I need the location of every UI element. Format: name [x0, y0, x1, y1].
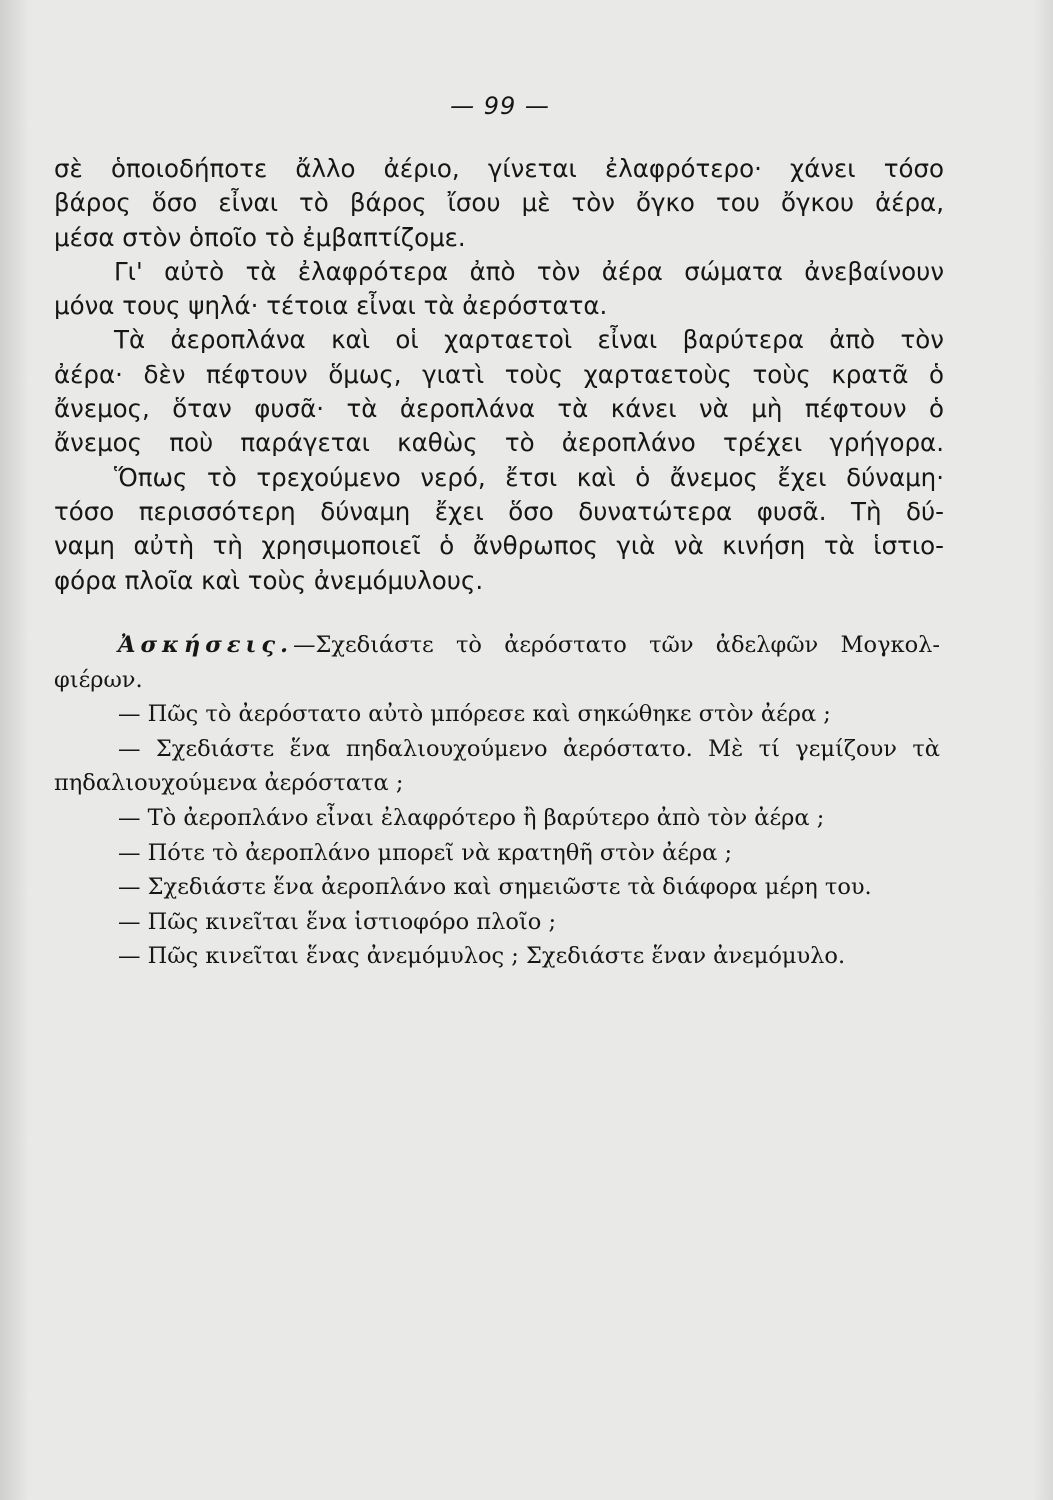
- body-line: ἄνεμος ποὺ παράγεται καθὼς τὸ ἀεροπλάνο τρέχει γρήγορα.: [54, 428, 944, 458]
- body-line: ἄνεμος, ὅταν φυσᾶ· τὰ ἀεροπλάνα τὰ κάνει νὰ μὴ πέφτουν ὁ: [54, 394, 944, 424]
- exercise-item: — Πῶς κινεῖται ἕνας ἀνεμόμυλος ; Σχεδιάστε ἕναν ἀνεμόμυλο.: [118, 943, 846, 970]
- body-line: Γι' αὐτὸ τὰ ἐλαφρότερα ἀπὸ τὸν ἀέρα σώματα ἀνεβαίνουν: [114, 256, 944, 286]
- body-line: σὲ ὁποιοδήποτε ἄλλο ἀέριο, γίνεται ἐλαφρότερο· χάνει τόσο: [54, 154, 944, 183]
- body-line: φόρα πλοῖα καὶ τοὺς ἀνεμόμυλους.: [54, 565, 484, 595]
- body-line: βάρος ὅσο εἶναι τὸ βάρος ἴσου μὲ τὸν ὄγκο του ὄγκου ἀέρα,: [54, 188, 944, 218]
- exercise-item: — Σχεδιάστε ἕνα ἀεροπλάνο καὶ σημειῶστε τὰ διάφορα μέρη του.: [118, 874, 872, 901]
- exercises-section: [54, 628, 940, 974]
- exercise-item: — Πότε τὸ ἀεροπλάνο μπορεῖ νὰ κρατηθῆ στὸν ἀέρα ;: [118, 839, 733, 866]
- exercise-item: — Τὸ ἀεροπλάνο εἶναι ἐλαφρότερο ἢ βαρύτερο ἀπὸ τὸν ἀέρα ;: [118, 804, 825, 831]
- page-right-edge-shadow: [1033, 0, 1053, 1500]
- exercise-item-continuation: πηδαλιουχούμενα ἀερόστατα ;: [54, 770, 404, 797]
- exercises-intro: —Σχεδιάστε τὸ ἀερόστατο τῶν ἀδελφῶν Μογκολ-: [292, 632, 940, 658]
- page-left-edge-shadow: [0, 0, 30, 1500]
- exercises-heading: Ἀσκήσεις.: [118, 632, 293, 658]
- body-line: ἀέρα· δὲν πέφτουν ὅμως, γιατὶ τοὺς χαρταετοὺς τοὺς κρατᾶ ὁ: [54, 359, 944, 389]
- body-line: Τὰ ἀεροπλάνα καὶ οἱ χαρταετοὶ εἶναι βαρύτερα ἀπὸ τὸν: [114, 325, 944, 355]
- body-line: Ὅπως τὸ τρεχούμενο νερό, ἔτσι καὶ ὁ ἄνεμος ἔχει δύναμη·: [114, 462, 944, 492]
- exercises-intro-continuation: φιέρων.: [54, 666, 143, 693]
- exercise-item: — Σχεδιάστε ἕνα πηδαλιουχούμενο ἀερόστατο. Μὲ τί γεμίζουν τὰ: [118, 735, 940, 762]
- body-line: ναμη αὐτὴ τὴ χρησιμοποιεῖ ὁ ἄνθρωπος γιὰ νὰ κινήση τὰ ἱστιο-: [54, 531, 944, 561]
- body-text: [54, 152, 944, 598]
- exercise-item: — Πῶς τὸ ἀερόστατο αὐτὸ μπόρεσε καὶ σηκώθηκε στὸν ἀέρα ;: [118, 701, 831, 728]
- body-line: μόνα τους ψηλά· τέτοια εἶναι τὰ ἀερόστατα.: [54, 291, 608, 321]
- body-line: μέσα στὸν ὁποῖο τὸ ἐμβαπτίζομε.: [54, 222, 466, 252]
- body-line: τόσο περισσότερη δύναμη ἔχει ὅσο δυνατώτερα φυσᾶ. Τὴ δύ-: [54, 496, 944, 526]
- exercise-item: — Πῶς κινεῖται ἕνα ἱστιοφόρο πλοῖο ;: [118, 908, 557, 935]
- page-number: — 99 —: [450, 92, 550, 120]
- exercises-intro-line: [54, 628, 940, 663]
